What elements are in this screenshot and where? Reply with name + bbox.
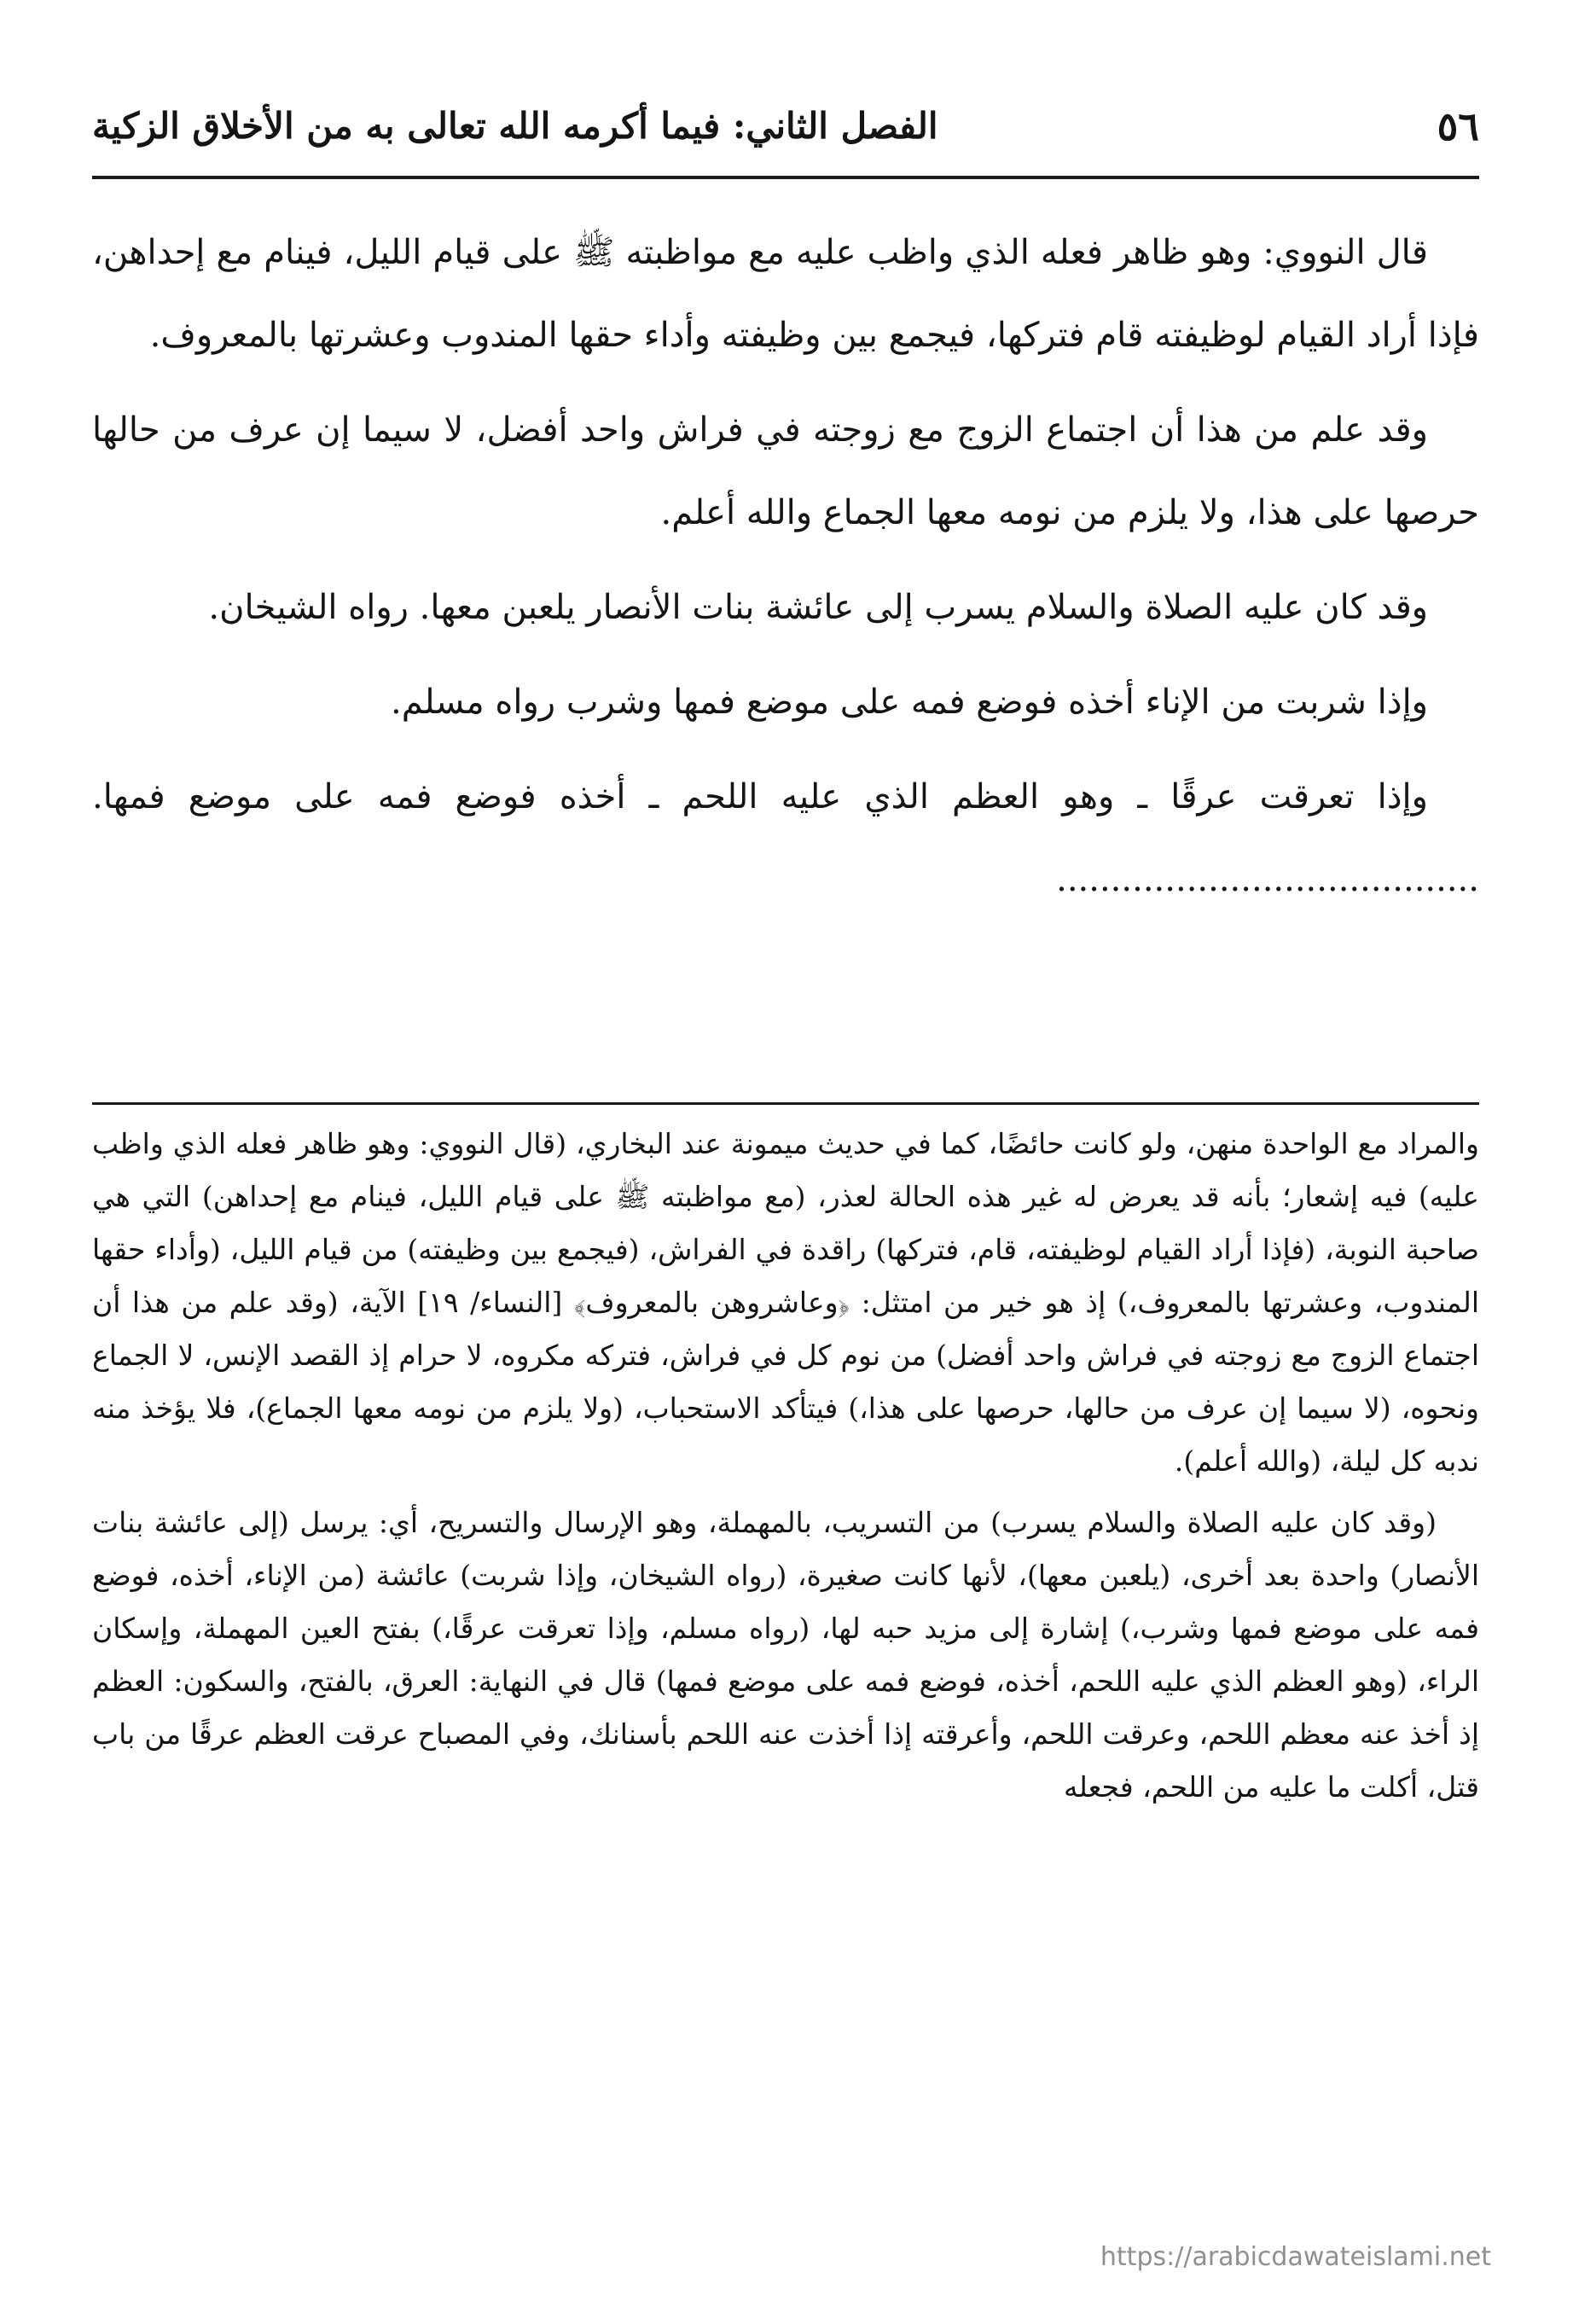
main-paragraph: وقد كان عليه الصلاة والسلام يسرب إلى عائشة بنات الأنصار يلعبن معها. رواه الشيخان. bbox=[208, 588, 1428, 627]
header-divider bbox=[92, 176, 1479, 179]
main-text bbox=[92, 212, 1479, 933]
chapter-title: الفصل الثاني: فيما أكرمه الله تعالى به من الأخلاق الزكية bbox=[92, 105, 938, 147]
page-header bbox=[92, 92, 1479, 160]
main-paragraph bbox=[92, 756, 1479, 921]
commentary-paragraph: والمراد مع الواحدة منهن، ولو كانت حائضًا، كما في حديث ميمونة عند البخاري، (قال النووي: وهو ظاهر فعله الذي واظب عليه) فيه إشعار؛ بأنه قد يعرض له غير هذه الحالة لعذر، (مع مواظبته ﷺ على قيام الليل، فينام مع إحداهن) التي هي صاحبة النوبة، (فإذا أراد القيام لوظيفته، قام، فتركها) راقدة في الفراش، (فيجمع بين وظيفته) من قيام الليل، (وأداء حقها المندوب، وعشرتها بالمعروف،) إذ هو خير من امتثل: ﴿وعاشروهن بالمعروف﴾ [النساء/ ١٩] الآية، (وقد علم من هذا أن اجتماع الزوج مع زوجته في فراش واحد أفضل) من نوم كل في فراش، فتركه مكروه، لا حرام إذ القصد الإنس، لا الجماع ونحوه، (لا سيما إن عرف من حالها، حرصها على هذا،) فيتأكد الاستحباب، (ولا يلزم من نومه معها الجماع)، فلا يؤخذ منه ندبه كل ليلة، (والله أعلم). bbox=[92, 1127, 1479, 1478]
ellipsis-dots: ....................................... bbox=[1056, 860, 1479, 899]
main-paragraph: قال النووي: وهو ظاهر فعله الذي واظب عليه مع مواظبته ﷺ على قيام الليل، فينام مع إحداهن، فإذا أراد القيام لوظيفته قام فتركها، فيجمع بين وظيفته وأداء حقها المندوب وعشرتها بالمعروف. bbox=[92, 233, 1479, 355]
watermark-url: https://arabicdawateislami.net bbox=[1100, 2242, 1491, 2272]
commentary bbox=[92, 1118, 1479, 1822]
main-paragraph: وإذا شربت من الإناء أخذه فوضع فمه على موضع فمها وشرب رواه مسلم. bbox=[391, 683, 1428, 722]
page-number: ٥٦ bbox=[1437, 103, 1479, 149]
main-paragraph-text: وإذا تعرقت عرقًا ـ وهو العظم الذي عليه اللحم ـ أخذه فوضع فمه على موضع فمها. bbox=[92, 777, 1428, 816]
commentary-paragraph: (وقد كان عليه الصلاة والسلام يسرب) من التسريب، بالمهملة، وهو الإرسال والتسريح، أي: يرسل (إلى عائشة بنات الأنصار) واحدة بعد أخرى، (يلعبن معها)، لأنها كانت صغيرة، (رواه الشيخان، وإذا شربت) عائشة (من الإناء، أخذه، فوضع فمه على موضع فمها وشرب،) إشارة إلى مزيد حبه لها، (رواه مسلم، وإذا تعرقت عرقًا،) بفتح العين المهملة، وإسكان الراء، (وهو العظم الذي عليه اللحم، أخذه، فوضع فمه على موضع فمها) قال في النهاية: العرق، بالفتح، والسكون: العظم إذ أخذ عنه معظم اللحم، وعرقت اللحم، وأعرقته إذا أخذت عنه اللحم بأسنانك، وفي المصباح عرقت العظم عرقًا من باب قتل، أكلت ما عليه من اللحم، فجعله bbox=[92, 1506, 1479, 1804]
commentary-divider bbox=[92, 1102, 1479, 1105]
main-paragraph: وقد علم من هذا أن اجتماع الزوج مع زوجته في فراش واحد أفضل، لا سيما إن عرف من حالها حرصها على هذا، ولا يلزم من نومه معها الجماع والله أعلم. bbox=[92, 410, 1479, 532]
